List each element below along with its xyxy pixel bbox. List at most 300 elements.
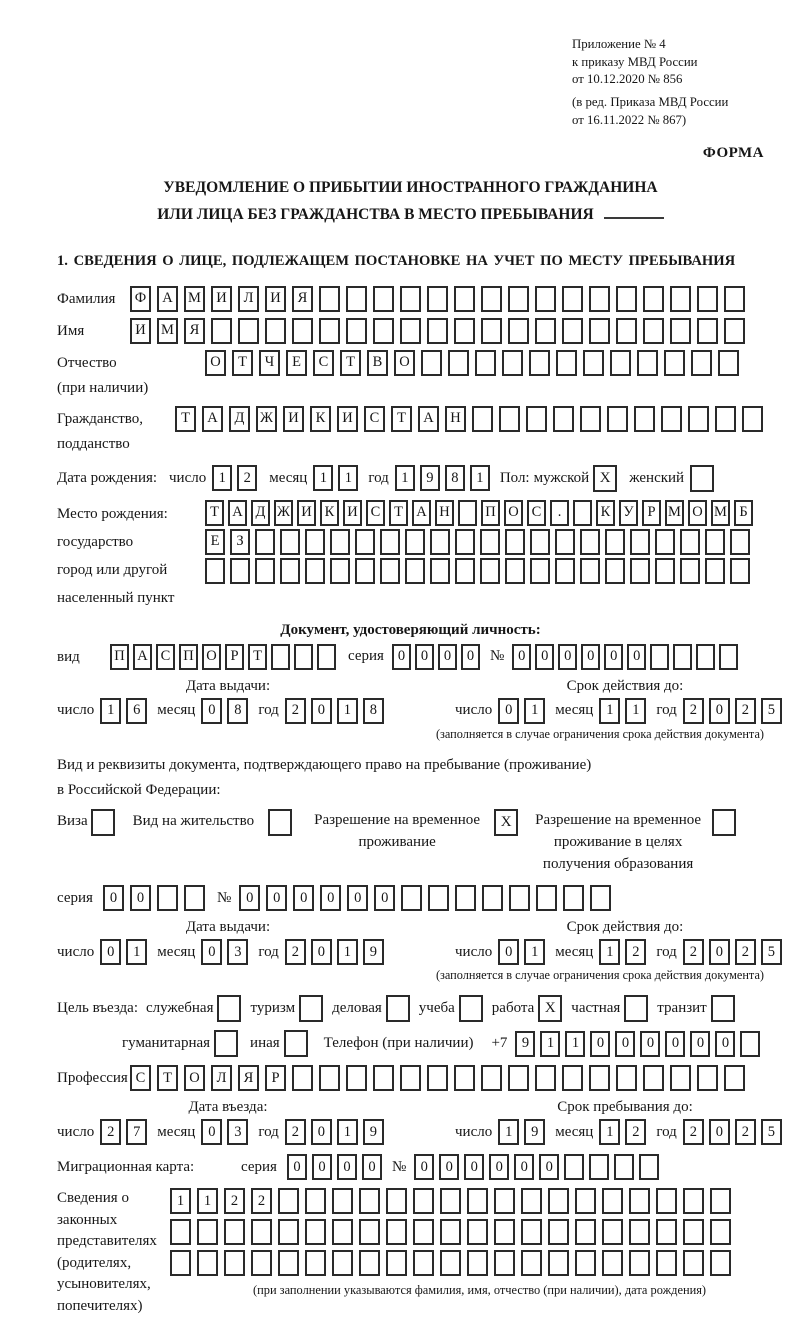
char-cell[interactable]: 1 bbox=[599, 1119, 620, 1145]
purpose-study-checkbox[interactable] bbox=[459, 995, 483, 1022]
char-cell[interactable] bbox=[251, 1219, 272, 1245]
char-cell[interactable] bbox=[715, 406, 736, 432]
char-cell[interactable]: 0 bbox=[627, 644, 646, 670]
char-cell[interactable] bbox=[589, 318, 610, 344]
char-cell[interactable] bbox=[421, 350, 442, 376]
char-cell[interactable] bbox=[683, 1250, 704, 1276]
char-cell[interactable]: 0 bbox=[415, 644, 434, 670]
char-cell[interactable]: И bbox=[337, 406, 358, 432]
char-cell[interactable]: И bbox=[130, 318, 151, 344]
char-cell[interactable]: 1 bbox=[395, 465, 415, 491]
char-cell[interactable]: Т bbox=[232, 350, 253, 376]
char-cell[interactable]: 0 bbox=[640, 1031, 660, 1057]
purpose-work-checkbox[interactable]: X bbox=[538, 995, 562, 1022]
char-cell[interactable] bbox=[481, 318, 502, 344]
char-cell[interactable]: 0 bbox=[498, 939, 519, 965]
char-cell[interactable] bbox=[526, 406, 547, 432]
char-cell[interactable] bbox=[467, 1219, 488, 1245]
char-cell[interactable] bbox=[380, 529, 400, 555]
char-cell[interactable] bbox=[405, 558, 425, 584]
char-cell[interactable] bbox=[305, 529, 325, 555]
char-cell[interactable]: С bbox=[130, 1065, 151, 1091]
char-cell[interactable] bbox=[427, 318, 448, 344]
char-cell[interactable]: Е bbox=[286, 350, 307, 376]
char-cell[interactable]: М bbox=[157, 318, 178, 344]
char-cell[interactable]: 2 bbox=[683, 939, 704, 965]
char-cell[interactable] bbox=[719, 644, 738, 670]
char-cell[interactable] bbox=[271, 644, 290, 670]
char-cell[interactable]: П bbox=[481, 500, 500, 526]
char-cell[interactable]: 2 bbox=[735, 939, 756, 965]
char-cell[interactable] bbox=[467, 1250, 488, 1276]
char-cell[interactable] bbox=[589, 1065, 610, 1091]
purpose-humanitarian-checkbox[interactable] bbox=[214, 1030, 238, 1057]
char-cell[interactable] bbox=[696, 644, 715, 670]
char-cell[interactable]: И bbox=[283, 406, 304, 432]
char-cell[interactable] bbox=[630, 529, 650, 555]
residence-permit-checkbox[interactable] bbox=[268, 809, 292, 836]
char-cell[interactable]: Т bbox=[205, 500, 224, 526]
char-cell[interactable] bbox=[430, 558, 450, 584]
char-cell[interactable] bbox=[697, 286, 718, 312]
char-cell[interactable]: 1 bbox=[498, 1119, 519, 1145]
char-cell[interactable]: 2 bbox=[285, 1119, 306, 1145]
char-cell[interactable] bbox=[688, 406, 709, 432]
char-cell[interactable]: 0 bbox=[100, 939, 121, 965]
char-cell[interactable] bbox=[607, 406, 628, 432]
char-cell[interactable]: Т bbox=[248, 644, 267, 670]
char-cell[interactable] bbox=[205, 558, 225, 584]
char-cell[interactable]: 1 bbox=[197, 1188, 218, 1214]
char-cell[interactable]: 1 bbox=[524, 939, 545, 965]
char-cell[interactable] bbox=[386, 1188, 407, 1214]
char-cell[interactable]: 0 bbox=[539, 1154, 559, 1180]
char-cell[interactable] bbox=[697, 318, 718, 344]
char-cell[interactable] bbox=[211, 318, 232, 344]
char-cell[interactable]: 1 bbox=[212, 465, 232, 491]
char-cell[interactable]: О bbox=[504, 500, 523, 526]
purpose-private-checkbox[interactable] bbox=[624, 995, 648, 1022]
char-cell[interactable]: 5 bbox=[761, 698, 782, 724]
char-cell[interactable]: 0 bbox=[615, 1031, 635, 1057]
char-cell[interactable] bbox=[386, 1250, 407, 1276]
char-cell[interactable] bbox=[332, 1219, 353, 1245]
char-cell[interactable] bbox=[683, 1219, 704, 1245]
char-cell[interactable] bbox=[705, 529, 725, 555]
char-cell[interactable] bbox=[548, 1188, 569, 1214]
char-cell[interactable]: 1 bbox=[540, 1031, 560, 1057]
char-cell[interactable]: А bbox=[228, 500, 247, 526]
char-cell[interactable]: И bbox=[211, 286, 232, 312]
char-cell[interactable]: 0 bbox=[535, 644, 554, 670]
char-cell[interactable]: 0 bbox=[558, 644, 577, 670]
char-cell[interactable]: 0 bbox=[392, 644, 411, 670]
char-cell[interactable]: И bbox=[265, 286, 286, 312]
char-cell[interactable] bbox=[634, 406, 655, 432]
char-cell[interactable] bbox=[482, 885, 503, 911]
char-cell[interactable] bbox=[380, 558, 400, 584]
char-cell[interactable] bbox=[480, 529, 500, 555]
char-cell[interactable]: О bbox=[202, 644, 221, 670]
char-cell[interactable]: 2 bbox=[735, 698, 756, 724]
char-cell[interactable]: Р bbox=[225, 644, 244, 670]
char-cell[interactable] bbox=[643, 318, 664, 344]
char-cell[interactable] bbox=[197, 1250, 218, 1276]
char-cell[interactable]: 2 bbox=[683, 698, 704, 724]
char-cell[interactable] bbox=[255, 558, 275, 584]
char-cell[interactable] bbox=[535, 318, 556, 344]
char-cell[interactable] bbox=[346, 286, 367, 312]
char-cell[interactable] bbox=[373, 286, 394, 312]
char-cell[interactable] bbox=[330, 529, 350, 555]
char-cell[interactable] bbox=[405, 529, 425, 555]
char-cell[interactable] bbox=[251, 1250, 272, 1276]
char-cell[interactable] bbox=[509, 885, 530, 911]
sex-male-checkbox[interactable]: X bbox=[593, 465, 617, 492]
char-cell[interactable] bbox=[616, 318, 637, 344]
char-cell[interactable] bbox=[521, 1250, 542, 1276]
char-cell[interactable]: 1 bbox=[338, 465, 358, 491]
char-cell[interactable] bbox=[440, 1219, 461, 1245]
char-cell[interactable]: Р bbox=[265, 1065, 286, 1091]
char-cell[interactable] bbox=[373, 318, 394, 344]
char-cell[interactable] bbox=[224, 1250, 245, 1276]
char-cell[interactable]: 0 bbox=[709, 939, 730, 965]
char-cell[interactable] bbox=[562, 286, 583, 312]
char-cell[interactable] bbox=[564, 1154, 584, 1180]
char-cell[interactable]: 0 bbox=[498, 698, 519, 724]
char-cell[interactable] bbox=[494, 1219, 515, 1245]
rvp-education-checkbox[interactable] bbox=[712, 809, 736, 836]
char-cell[interactable]: С bbox=[156, 644, 175, 670]
char-cell[interactable]: 0 bbox=[461, 644, 480, 670]
char-cell[interactable] bbox=[330, 558, 350, 584]
char-cell[interactable]: 0 bbox=[201, 939, 222, 965]
char-cell[interactable]: Н bbox=[445, 406, 466, 432]
char-cell[interactable] bbox=[742, 406, 763, 432]
char-cell[interactable]: 0 bbox=[414, 1154, 434, 1180]
char-cell[interactable]: 0 bbox=[604, 644, 623, 670]
char-cell[interactable]: 9 bbox=[515, 1031, 535, 1057]
char-cell[interactable]: 6 bbox=[126, 698, 147, 724]
sex-female-checkbox[interactable] bbox=[690, 465, 714, 492]
char-cell[interactable]: 1 bbox=[126, 939, 147, 965]
char-cell[interactable]: Ф bbox=[130, 286, 151, 312]
char-cell[interactable]: 0 bbox=[311, 698, 332, 724]
purpose-official-checkbox[interactable] bbox=[217, 995, 241, 1022]
char-cell[interactable] bbox=[629, 1219, 650, 1245]
char-cell[interactable] bbox=[535, 1065, 556, 1091]
char-cell[interactable]: С bbox=[366, 500, 385, 526]
char-cell[interactable] bbox=[319, 1065, 340, 1091]
char-cell[interactable]: С bbox=[364, 406, 385, 432]
char-cell[interactable] bbox=[458, 500, 477, 526]
char-cell[interactable] bbox=[305, 1250, 326, 1276]
char-cell[interactable] bbox=[605, 558, 625, 584]
char-cell[interactable] bbox=[643, 286, 664, 312]
char-cell[interactable]: 0 bbox=[293, 885, 314, 911]
char-cell[interactable] bbox=[670, 1065, 691, 1091]
char-cell[interactable] bbox=[454, 1065, 475, 1091]
rvp-checkbox[interactable]: X bbox=[494, 809, 518, 836]
char-cell[interactable]: 0 bbox=[581, 644, 600, 670]
char-cell[interactable] bbox=[294, 644, 313, 670]
char-cell[interactable] bbox=[305, 558, 325, 584]
char-cell[interactable] bbox=[650, 644, 669, 670]
char-cell[interactable] bbox=[553, 406, 574, 432]
char-cell[interactable] bbox=[614, 1154, 634, 1180]
char-cell[interactable]: А bbox=[202, 406, 223, 432]
char-cell[interactable] bbox=[718, 350, 739, 376]
char-cell[interactable] bbox=[332, 1250, 353, 1276]
char-cell[interactable] bbox=[664, 350, 685, 376]
char-cell[interactable]: У bbox=[619, 500, 638, 526]
char-cell[interactable]: Ж bbox=[274, 500, 293, 526]
char-cell[interactable] bbox=[355, 558, 375, 584]
char-cell[interactable] bbox=[562, 318, 583, 344]
char-cell[interactable] bbox=[536, 885, 557, 911]
char-cell[interactable] bbox=[655, 529, 675, 555]
char-cell[interactable] bbox=[359, 1219, 380, 1245]
char-cell[interactable] bbox=[481, 286, 502, 312]
char-cell[interactable]: 0 bbox=[489, 1154, 509, 1180]
char-cell[interactable] bbox=[319, 286, 340, 312]
char-cell[interactable] bbox=[280, 558, 300, 584]
char-cell[interactable]: 0 bbox=[103, 885, 124, 911]
char-cell[interactable] bbox=[680, 529, 700, 555]
char-cell[interactable] bbox=[680, 558, 700, 584]
char-cell[interactable]: С bbox=[313, 350, 334, 376]
char-cell[interactable] bbox=[575, 1219, 596, 1245]
char-cell[interactable]: Д bbox=[251, 500, 270, 526]
char-cell[interactable] bbox=[346, 318, 367, 344]
char-cell[interactable] bbox=[670, 318, 691, 344]
char-cell[interactable]: 9 bbox=[363, 939, 384, 965]
char-cell[interactable]: 1 bbox=[313, 465, 333, 491]
char-cell[interactable] bbox=[413, 1219, 434, 1245]
char-cell[interactable] bbox=[629, 1188, 650, 1214]
char-cell[interactable] bbox=[230, 558, 250, 584]
char-cell[interactable] bbox=[400, 286, 421, 312]
char-cell[interactable] bbox=[475, 350, 496, 376]
visa-checkbox[interactable] bbox=[91, 809, 115, 836]
char-cell[interactable]: 1 bbox=[599, 698, 620, 724]
char-cell[interactable]: О bbox=[394, 350, 415, 376]
char-cell[interactable]: Л bbox=[211, 1065, 232, 1091]
char-cell[interactable] bbox=[535, 286, 556, 312]
char-cell[interactable] bbox=[629, 1250, 650, 1276]
char-cell[interactable]: 0 bbox=[374, 885, 395, 911]
char-cell[interactable] bbox=[673, 644, 692, 670]
char-cell[interactable] bbox=[670, 286, 691, 312]
char-cell[interactable]: 0 bbox=[438, 644, 457, 670]
char-cell[interactable] bbox=[683, 1188, 704, 1214]
char-cell[interactable] bbox=[481, 1065, 502, 1091]
char-cell[interactable] bbox=[440, 1250, 461, 1276]
char-cell[interactable]: 0 bbox=[311, 1119, 332, 1145]
char-cell[interactable] bbox=[705, 558, 725, 584]
char-cell[interactable]: М bbox=[184, 286, 205, 312]
char-cell[interactable]: К bbox=[310, 406, 331, 432]
char-cell[interactable] bbox=[710, 1219, 731, 1245]
char-cell[interactable] bbox=[740, 1031, 760, 1057]
char-cell[interactable] bbox=[508, 318, 529, 344]
char-cell[interactable]: 0 bbox=[311, 939, 332, 965]
char-cell[interactable] bbox=[730, 558, 750, 584]
char-cell[interactable] bbox=[454, 318, 475, 344]
char-cell[interactable] bbox=[602, 1250, 623, 1276]
char-cell[interactable]: 0 bbox=[312, 1154, 332, 1180]
char-cell[interactable] bbox=[355, 529, 375, 555]
char-cell[interactable] bbox=[508, 1065, 529, 1091]
char-cell[interactable]: 0 bbox=[514, 1154, 534, 1180]
char-cell[interactable]: 1 bbox=[625, 698, 646, 724]
char-cell[interactable] bbox=[448, 350, 469, 376]
char-cell[interactable]: Я bbox=[238, 1065, 259, 1091]
char-cell[interactable] bbox=[386, 1219, 407, 1245]
char-cell[interactable] bbox=[502, 350, 523, 376]
char-cell[interactable]: М bbox=[665, 500, 684, 526]
char-cell[interactable]: А bbox=[133, 644, 152, 670]
char-cell[interactable] bbox=[305, 1219, 326, 1245]
char-cell[interactable] bbox=[440, 1188, 461, 1214]
char-cell[interactable]: 5 bbox=[761, 939, 782, 965]
char-cell[interactable]: 0 bbox=[287, 1154, 307, 1180]
char-cell[interactable] bbox=[499, 406, 520, 432]
char-cell[interactable]: М bbox=[711, 500, 730, 526]
char-cell[interactable] bbox=[319, 318, 340, 344]
char-cell[interactable]: О bbox=[184, 1065, 205, 1091]
char-cell[interactable]: 2 bbox=[683, 1119, 704, 1145]
char-cell[interactable] bbox=[548, 1250, 569, 1276]
char-cell[interactable]: И bbox=[343, 500, 362, 526]
char-cell[interactable] bbox=[589, 286, 610, 312]
char-cell[interactable]: С bbox=[527, 500, 546, 526]
char-cell[interactable]: 0 bbox=[512, 644, 531, 670]
char-cell[interactable]: 0 bbox=[201, 698, 222, 724]
char-cell[interactable] bbox=[580, 529, 600, 555]
char-cell[interactable] bbox=[278, 1188, 299, 1214]
char-cell[interactable]: 2 bbox=[735, 1119, 756, 1145]
char-cell[interactable] bbox=[580, 406, 601, 432]
char-cell[interactable]: 0 bbox=[362, 1154, 382, 1180]
char-cell[interactable] bbox=[494, 1250, 515, 1276]
char-cell[interactable] bbox=[278, 1219, 299, 1245]
char-cell[interactable] bbox=[556, 350, 577, 376]
char-cell[interactable]: Я bbox=[184, 318, 205, 344]
char-cell[interactable] bbox=[605, 529, 625, 555]
char-cell[interactable]: 8 bbox=[227, 698, 248, 724]
char-cell[interactable] bbox=[455, 558, 475, 584]
char-cell[interactable]: И bbox=[297, 500, 316, 526]
char-cell[interactable]: Т bbox=[157, 1065, 178, 1091]
char-cell[interactable]: 0 bbox=[337, 1154, 357, 1180]
char-cell[interactable]: 0 bbox=[201, 1119, 222, 1145]
char-cell[interactable]: 0 bbox=[590, 1031, 610, 1057]
char-cell[interactable] bbox=[710, 1188, 731, 1214]
char-cell[interactable] bbox=[373, 1065, 394, 1091]
char-cell[interactable] bbox=[401, 885, 422, 911]
char-cell[interactable]: 1 bbox=[565, 1031, 585, 1057]
char-cell[interactable] bbox=[548, 1219, 569, 1245]
char-cell[interactable] bbox=[467, 1188, 488, 1214]
char-cell[interactable]: П bbox=[179, 644, 198, 670]
char-cell[interactable]: 1 bbox=[337, 939, 358, 965]
char-cell[interactable] bbox=[265, 318, 286, 344]
char-cell[interactable] bbox=[413, 1188, 434, 1214]
char-cell[interactable]: А bbox=[157, 286, 178, 312]
purpose-tourism-checkbox[interactable] bbox=[299, 995, 323, 1022]
char-cell[interactable] bbox=[529, 350, 550, 376]
char-cell[interactable]: 8 bbox=[445, 465, 465, 491]
char-cell[interactable]: 1 bbox=[337, 1119, 358, 1145]
char-cell[interactable]: 2 bbox=[625, 939, 646, 965]
char-cell[interactable]: 8 bbox=[363, 698, 384, 724]
char-cell[interactable]: Я bbox=[292, 286, 313, 312]
char-cell[interactable]: 3 bbox=[227, 939, 248, 965]
char-cell[interactable] bbox=[224, 1219, 245, 1245]
char-cell[interactable]: 0 bbox=[709, 1119, 730, 1145]
char-cell[interactable] bbox=[427, 286, 448, 312]
char-cell[interactable] bbox=[280, 529, 300, 555]
purpose-transit-checkbox[interactable] bbox=[711, 995, 735, 1022]
char-cell[interactable]: 0 bbox=[709, 698, 730, 724]
char-cell[interactable]: 0 bbox=[320, 885, 341, 911]
char-cell[interactable] bbox=[724, 318, 745, 344]
char-cell[interactable]: 0 bbox=[690, 1031, 710, 1057]
char-cell[interactable] bbox=[521, 1219, 542, 1245]
char-cell[interactable]: Т bbox=[389, 500, 408, 526]
char-cell[interactable]: Ч bbox=[259, 350, 280, 376]
char-cell[interactable] bbox=[643, 1065, 664, 1091]
char-cell[interactable] bbox=[359, 1250, 380, 1276]
char-cell[interactable] bbox=[346, 1065, 367, 1091]
char-cell[interactable]: К bbox=[320, 500, 339, 526]
char-cell[interactable]: 0 bbox=[439, 1154, 459, 1180]
char-cell[interactable] bbox=[480, 558, 500, 584]
char-cell[interactable] bbox=[430, 529, 450, 555]
char-cell[interactable]: 1 bbox=[470, 465, 490, 491]
char-cell[interactable] bbox=[602, 1219, 623, 1245]
char-cell[interactable]: 5 bbox=[761, 1119, 782, 1145]
char-cell[interactable]: 2 bbox=[224, 1188, 245, 1214]
char-cell[interactable]: Т bbox=[340, 350, 361, 376]
char-cell[interactable] bbox=[616, 1065, 637, 1091]
char-cell[interactable] bbox=[238, 318, 259, 344]
char-cell[interactable] bbox=[583, 350, 604, 376]
char-cell[interactable] bbox=[332, 1188, 353, 1214]
char-cell[interactable]: В bbox=[367, 350, 388, 376]
char-cell[interactable] bbox=[656, 1188, 677, 1214]
char-cell[interactable] bbox=[359, 1188, 380, 1214]
char-cell[interactable] bbox=[197, 1219, 218, 1245]
char-cell[interactable]: Ж bbox=[256, 406, 277, 432]
char-cell[interactable] bbox=[562, 1065, 583, 1091]
char-cell[interactable]: Н bbox=[435, 500, 454, 526]
char-cell[interactable] bbox=[602, 1188, 623, 1214]
char-cell[interactable]: 2 bbox=[100, 1119, 121, 1145]
char-cell[interactable]: Е bbox=[205, 529, 225, 555]
char-cell[interactable]: Д bbox=[229, 406, 250, 432]
char-cell[interactable]: Л bbox=[238, 286, 259, 312]
purpose-other-checkbox[interactable] bbox=[284, 1030, 308, 1057]
char-cell[interactable]: 0 bbox=[239, 885, 260, 911]
char-cell[interactable] bbox=[724, 286, 745, 312]
char-cell[interactable] bbox=[157, 885, 178, 911]
char-cell[interactable] bbox=[472, 406, 493, 432]
char-cell[interactable]: 1 bbox=[337, 698, 358, 724]
char-cell[interactable]: 0 bbox=[347, 885, 368, 911]
